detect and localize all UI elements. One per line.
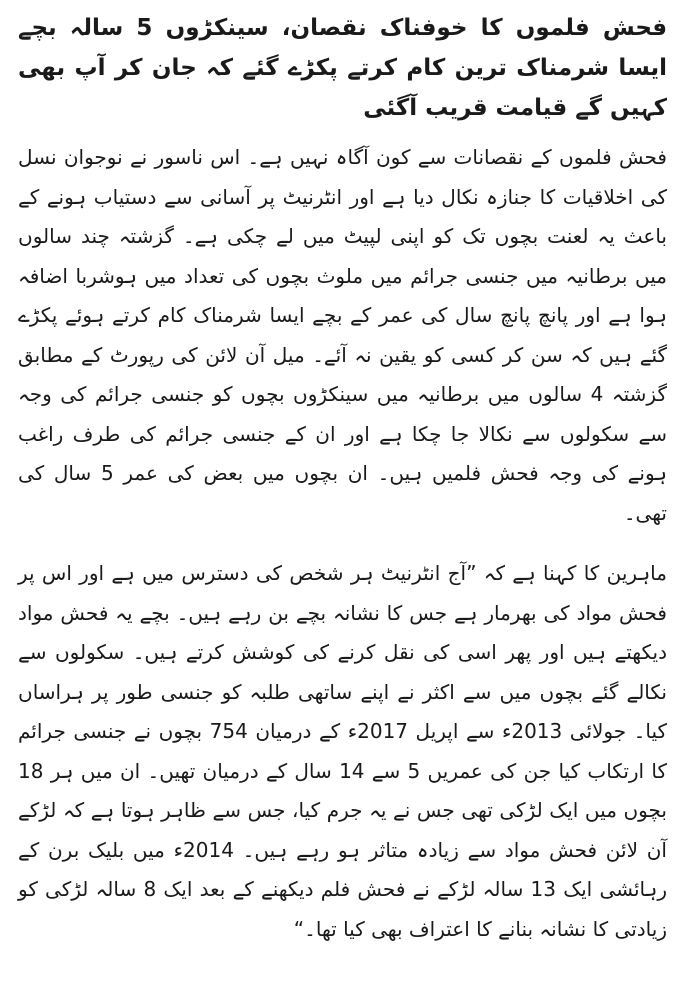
article-paragraph-2: ماہرین کا کہنا ہے کہ ”آج انٹرنیٹ ہر شخص کی دسترس میں ہے اور اس پر فحش مواد کی بھرمار ہے جس کا نشانہ بچے بن رہے ہیں۔ بچے یہ فحش مواد دیکھتے ہیں اور پھر اسی کی نقل کرنے کی کوشش کرتے ہیں۔ سکولوں سے نکالے گئے بچوں میں سے اکثر نے اپنے ساتھی طلبہ کو جنسی طور پر ہراساں کیا۔ جولائی 2013ء سے اپریل 2017ء کے درمیان 754 بچوں نے جنسی جرائم کا ارتکاب کیا جن کی عمریں 5 سے 14 سال کے درمیان تھیں۔ ان میں ہر 18 بچوں میں ایک لڑکی تھی جس نے یہ جرم کیا، جس سے ظاہر ہوتا ہے کہ لڑکے آن لائن فحش مواد سے زیادہ متاثر ہو رہے ہیں۔ 2014ء میں بلیک برن کے رہائشی ایک 13 سالہ لڑکے نے فحش فلم دیکھنے کے بعد ایک 8 سالہ لڑکی کو زیادتی کا نشانہ بنانے کا اعتراف بھی کیا تھا۔“ [18, 561, 668, 941]
article-paragraph-1: فحش فلموں کے نقصانات سے کون آگاہ نہیں ہے۔ اس ناسور نے نوجوان نسل کی اخلاقیات کا جنازہ نکال دیا ہے اور انٹرنیٹ پر آسانی سے دستیاب ہونے کے باعث یہ لعنت بچوں تک کو اپنی لپیٹ میں لے چکی ہے۔ گزشتہ چند سالوں میں برطانیہ میں جنسی جرائم میں ملوث بچوں کی تعداد میں ہوشربا اضافہ ہوا ہے اور پانچ پانچ سال کی عمر کے بچے ایسا شرمناک کام کرتے ہوئے پکڑے گئے ہیں کہ سن کر کسی کو یقین نہ آئے۔ میل آن لائن کی رپورٹ کے مطابق گزشتہ 4 سالوں میں برطانیہ میں سینکڑوں بچوں کو جنسی جرائم کی وجہ سے سکولوں سے نکالا جا چکا ہے اور ان کے جنسی جرائم کی طرف راغب ہونے کی وجہ فحش فلمیں ہیں۔ ان بچوں میں بعض کی عمر 5 سال کی تھی۔ [18, 145, 667, 525]
article-title: فحش فلموں کا خوفناک نقصان، سینکڑوں 5 سالہ بچے ایسا شرمناک ترین کام کرتے پکڑے گئے کہ جان کر آپ بھی کہیں گے قیامت قریب آگئی [18, 15, 668, 121]
